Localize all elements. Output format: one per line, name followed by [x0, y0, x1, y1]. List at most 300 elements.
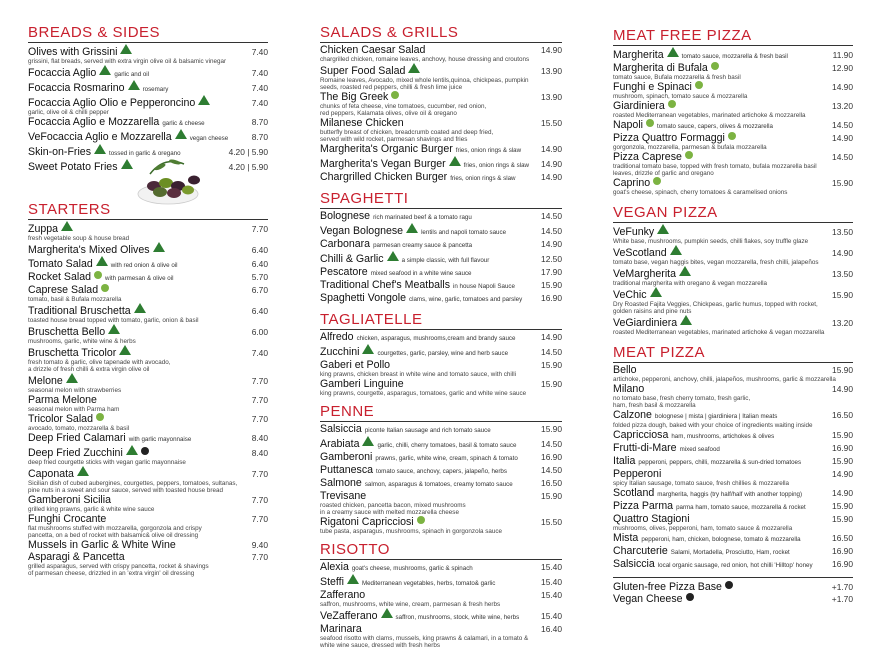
vegan-triangle-icon — [175, 129, 187, 139]
item-name: Focaccia Rosmarino — [28, 82, 125, 94]
item-price: 9.40 — [251, 540, 268, 550]
item-description: pine nuts in a sweet and sour sauce, served with toasted house bread — [28, 487, 223, 494]
item-inline-description: parma ham, tomato sauce, mozzarella & rocket — [676, 504, 806, 511]
item-name: Pizza Parma — [613, 500, 674, 512]
vegan-triangle-icon — [667, 47, 679, 57]
item-inline-description: tomato sauce, anchovy, capers, jalapeño, herbs — [376, 468, 507, 475]
item-inline-description: goat's cheese, mushrooms, garlic & spinach — [351, 565, 473, 572]
item-description: White base, mushrooms, pumpkin seeds, chilli flakes, soy truffle glaze — [613, 238, 809, 245]
section-tagliatelle — [320, 311, 562, 397]
item-name: Pizza Quattro Formaggi — [613, 132, 725, 144]
menu-item — [613, 456, 853, 468]
item-inline-description: clams, wine, garlic, tomatoes and parsley — [409, 296, 523, 303]
menu-item — [28, 540, 268, 551]
item-price: 15.90 — [832, 178, 853, 188]
section-title: SPAGHETTI — [320, 190, 562, 209]
item-price: 8.40 — [251, 448, 268, 458]
item-name: Asparagi & Pancetta — [28, 551, 125, 563]
item-inline-description: garlic, chilli, cherry tomatoes, basil & tomato sauce — [377, 442, 517, 449]
menu-item — [320, 562, 562, 574]
item-name: VeGiardiniera — [613, 317, 678, 329]
item-description: goat's cheese, spinach, cherry tomatoes & caramelised onions — [613, 189, 788, 196]
menu-item — [613, 559, 853, 571]
item-description: artichoke, pepperoni, anchovy, chilli, jalapeños, mushrooms, garlic & mozzarella — [613, 376, 836, 383]
item-price: 16.90 — [832, 443, 853, 453]
section-title: VEGAN PIZZA — [613, 204, 853, 223]
vegan-triangle-icon — [670, 245, 682, 255]
item-description: gorgonzola, mozzarella, parmesan & bufala mozzarella — [613, 144, 767, 151]
menu-item — [613, 501, 853, 513]
item-description: leaves, drizzle of garlic and oregano — [613, 170, 714, 177]
item-name: Zucchini — [320, 346, 360, 358]
item-name: Caponata — [28, 468, 74, 480]
item-name: Funghi e Spinaci — [613, 81, 692, 93]
item-name: Caprino — [613, 177, 651, 189]
item-inline-description: vegan cheese — [189, 135, 229, 142]
item-price: 13.20 — [832, 318, 853, 328]
section-title: PENNE — [320, 403, 562, 422]
menu-item — [613, 101, 853, 119]
item-inline-description: ham, mushrooms, artichokes & olives — [671, 433, 775, 440]
item-description: traditional tomato base, topped with fresh tomato, bufala mozzarella basil — [613, 163, 817, 170]
item-price: +1.70 — [831, 582, 853, 592]
item-name: Mista — [613, 532, 639, 544]
item-description: avocado, tomato, mozzarella & basil — [28, 425, 130, 432]
item-description: spicy Italian sausage, tomato sauce, fresh chillies & mozzarella — [613, 480, 790, 487]
vegan-triangle-icon — [406, 223, 418, 233]
item-price: 16.50 — [541, 478, 562, 488]
item-name: Arabiata — [320, 438, 360, 450]
item-inline-description: rich marinated beef & a tomato ragu — [373, 214, 472, 221]
item-name: Parma Melone — [28, 394, 97, 406]
menu-item — [613, 48, 853, 62]
menu-item — [28, 257, 268, 271]
item-name: The Big Greek — [320, 91, 389, 103]
menu-item — [28, 66, 268, 80]
menu-item — [613, 488, 853, 500]
menu-item — [613, 533, 853, 545]
vegan-triangle-icon — [362, 344, 374, 354]
item-description: in a creamy sauce with melted mozzarella cheese — [320, 509, 459, 516]
item-description: no tomato base, fresh cherry tomato, fresh garlic, — [613, 395, 751, 402]
vegan-triangle-icon — [362, 436, 374, 446]
item-name: VeScotland — [613, 247, 667, 259]
menu-item — [320, 590, 562, 608]
item-price: 13.90 — [541, 66, 562, 76]
item-name: Mussels in Garlic & White Wine — [28, 539, 176, 551]
menu-item — [28, 45, 268, 65]
menu-item — [28, 285, 268, 303]
item-name: Skin-on-Fries — [28, 146, 91, 158]
menu-item — [320, 424, 562, 436]
menu-item — [320, 609, 562, 623]
item-description: Dry Roasted Fajita Veggies, Chickpeas, garlic humus, topped with rocket, — [613, 301, 818, 308]
item-price: 14.50 — [541, 211, 562, 221]
item-name: Scotland — [613, 487, 655, 499]
item-inline-description: mixed seafood — [679, 446, 720, 453]
item-price: 8.70 — [251, 117, 268, 127]
item-inline-description: chicken, asparagus, mushrooms,cream and brandy sauce — [356, 335, 516, 342]
vegetarian-dot-icon — [668, 100, 676, 108]
item-price: 14.90 — [832, 488, 853, 498]
item-name: Margherita di Bufala — [613, 62, 708, 74]
item-price: 15.90 — [832, 365, 853, 375]
menu-item — [320, 211, 562, 223]
menu-item — [613, 82, 853, 100]
item-name: Chilli & Garlic — [320, 253, 384, 265]
item-price: 13.20 — [832, 101, 853, 111]
section-spaghetti — [320, 190, 562, 305]
dietary-dot-icon — [686, 593, 694, 601]
item-name: Italia — [613, 455, 636, 467]
vegan-triangle-icon — [61, 221, 73, 231]
item-inline-description: mixed seafood in a white wine sauce — [370, 270, 472, 277]
item-price: 15.90 — [541, 360, 562, 370]
item-name: Gamberoni — [320, 451, 373, 463]
item-name: Sweet Potato Fries — [28, 161, 118, 173]
item-price: 7.40 — [251, 47, 268, 57]
item-description: mushrooms, garlic, white wine & herbs — [28, 338, 136, 345]
menu-item — [28, 433, 268, 445]
item-price: 14.50 — [832, 152, 853, 162]
section-vegan-pizza — [613, 204, 853, 336]
menu-item — [28, 272, 268, 284]
section-title: MEAT FREE PIZZA — [613, 27, 853, 46]
menu-item — [320, 252, 562, 266]
item-name: Trevisane — [320, 490, 367, 502]
vegan-triangle-icon — [387, 251, 399, 261]
menu-item — [28, 96, 268, 116]
item-name: Pepperoni — [613, 468, 662, 480]
item-name: Bruschetta Tricolor — [28, 347, 117, 359]
item-price: 15.40 — [541, 590, 562, 600]
item-inline-description: local organic sausage, red onion, hot chilli 'Hilltop' honey — [657, 562, 813, 569]
item-description: grissini, flat breads, served with extra virgin olive oil & balsamic vinegar — [28, 58, 227, 65]
item-inline-description: with red onion & olive oil — [110, 262, 178, 269]
item-inline-description: tossed in garlic & oregano — [109, 150, 181, 157]
item-name: Frutti-di-Mare — [613, 442, 677, 454]
item-inline-description: lentils and napoli tomato sauce — [421, 229, 507, 236]
section-title: RISOTTO — [320, 541, 562, 560]
item-price: 8.40 — [251, 433, 268, 443]
item-name: Focaccia Aglio Olio e Pepperoncino — [28, 97, 196, 109]
item-price: +1.70 — [831, 594, 853, 604]
item-description: tomato base, vegan haggis bites, vegan mozzarella, fresh chilli, jalapeños — [613, 259, 819, 266]
item-price: 6.00 — [251, 327, 268, 337]
item-name: Chicken Caesar Salad — [320, 44, 426, 56]
item-name: Bolognese — [320, 210, 371, 222]
menu-item — [613, 267, 853, 287]
menu-item — [320, 437, 562, 451]
menu-item — [613, 178, 853, 196]
menu-item — [320, 267, 562, 279]
item-price: 14.90 — [832, 469, 853, 479]
menu-item — [613, 365, 853, 383]
item-inline-description: salmon, asparagus & tomatoes, creamy tomato sauce — [364, 481, 513, 488]
item-name: Chargrilled Chicken Burger — [320, 171, 448, 183]
menu-item — [320, 452, 562, 464]
item-description: served with wild rocket, parmesan shavings and fries — [320, 136, 468, 143]
item-inline-description: a simple classic, with full flavour — [401, 257, 490, 264]
item-name: Milanese Chicken — [320, 117, 404, 129]
section-penne — [320, 403, 562, 535]
item-description: ham, fresh basil & mozzarella — [613, 402, 696, 409]
item-name: Traditional Bruschetta — [28, 305, 131, 317]
item-price: 15.90 — [832, 430, 853, 440]
item-description: Romaine leaves, Avocado, mixed whole lentils,quinoa, chickpeas, pumpkin — [320, 77, 529, 84]
item-price: 14.90 — [541, 332, 562, 342]
item-price: 15.90 — [832, 290, 853, 300]
menu-item — [320, 345, 562, 359]
item-price: 15.90 — [541, 424, 562, 434]
item-price: 15.90 — [832, 501, 853, 511]
item-name: Tomato Salad — [28, 258, 93, 270]
item-name: Bruschetta Bello — [28, 326, 106, 338]
item-price: 15.90 — [541, 491, 562, 501]
item-name: Charcuterie — [613, 545, 668, 557]
item-name: Margherita — [613, 49, 664, 61]
menu-item — [320, 360, 562, 378]
menu-item — [28, 495, 268, 513]
menu-item — [320, 491, 562, 516]
item-inline-description: fries, onion rings & slaw — [450, 175, 516, 182]
item-price: 13.50 — [832, 227, 853, 237]
item-name: Olives with Grissini — [28, 46, 118, 58]
item-name: Melone — [28, 375, 63, 387]
menu-item — [320, 224, 562, 238]
item-description: grilled asparagus, served with crispy pancetta, rocket & shavings — [28, 563, 209, 570]
item-description: folded pizza dough, baked with your choice of ingredients waiting inside — [613, 422, 813, 429]
item-inline-description: with parmesan & olive oil — [105, 275, 174, 282]
menu-item — [613, 430, 853, 442]
menu-item — [28, 374, 268, 394]
item-price: 8.70 — [251, 132, 268, 142]
vegan-triangle-icon — [680, 315, 692, 325]
vegan-triangle-icon — [128, 80, 140, 90]
vegan-triangle-icon — [657, 224, 669, 234]
section-salads-grills — [320, 24, 562, 184]
dietary-dot-icon — [141, 447, 149, 455]
item-inline-description: Mediterranean vegetables, herbs, tomato& garlic — [361, 580, 496, 587]
item-name: VeMargherita — [613, 268, 677, 280]
item-price: 15.90 — [541, 379, 562, 389]
item-name: Gaberi et Pollo — [320, 359, 391, 371]
item-inline-description: with garlic mayonnaise — [128, 436, 192, 443]
item-description: toasted house bread topped with tomato, garlic, onion & basil — [28, 317, 199, 324]
vegan-triangle-icon — [94, 144, 106, 154]
item-description: tomato sauce, Bufala mozzarella & fresh basil — [613, 74, 741, 81]
item-name: Giardiniera — [613, 100, 665, 112]
item-name: Rigatoni Capricciosi — [320, 516, 414, 528]
item-price: 15.90 — [832, 514, 853, 524]
item-price: 11.90 — [832, 50, 853, 60]
item-name: Marinara — [320, 623, 362, 635]
menu-item — [613, 63, 853, 81]
vegetarian-dot-icon — [101, 284, 109, 292]
item-inline-description: pepperoni, peppers, chilli, mozzarella & sun-dried tomatoes — [638, 459, 802, 466]
item-price: 15.50 — [541, 118, 562, 128]
section-title: BREADS & SIDES — [28, 24, 268, 43]
item-inline-description: courgettes, garlic, parsley, wine and herb sauce — [377, 350, 509, 357]
item-inline-description: parmesan creamy sauce & pancetta — [373, 242, 473, 249]
vegan-triangle-icon — [120, 44, 132, 54]
item-name: Salsiccia — [320, 423, 362, 435]
menu-item — [320, 157, 562, 171]
menu-column-right — [613, 27, 853, 606]
item-price: 14.90 — [541, 239, 562, 249]
item-inline-description: margherita, haggis (try half/half with another topping) — [657, 491, 803, 498]
item-name: Alexia — [320, 561, 349, 573]
menu-item — [613, 152, 853, 177]
menu-item — [320, 172, 562, 184]
menu-item — [320, 92, 562, 117]
item-description: traditional margherita with oregano & vegan mozzarella — [613, 280, 768, 287]
item-description: grilled king prawns, garlic & white wine sauce — [28, 506, 155, 513]
menu-item — [613, 582, 853, 593]
item-price: 7.70 — [251, 552, 268, 562]
item-name: Vegan Bolognese — [320, 225, 404, 237]
item-name: Gamberi Linguine — [320, 378, 404, 390]
item-name: VeFocaccia Aglio e Mozzarella — [28, 131, 172, 143]
section-extras — [613, 577, 853, 605]
item-name: Zuppa — [28, 223, 59, 235]
item-price: 7.70 — [251, 514, 268, 524]
vegan-triangle-icon — [126, 445, 138, 455]
item-name: Milano — [613, 383, 645, 395]
item-price: 7.70 — [251, 414, 268, 424]
item-description: seasonal melon with strawberries — [28, 387, 122, 394]
menu-item — [320, 45, 562, 63]
menu-item — [320, 239, 562, 251]
item-price: 15.50 — [541, 517, 562, 527]
menu-item — [28, 552, 268, 577]
menu-item — [320, 64, 562, 91]
item-price: 14.90 — [541, 159, 562, 169]
vegan-triangle-icon — [96, 256, 108, 266]
item-description: mushrooms, olives, pepperoni, ham, tomato sauce & mozzarella — [613, 525, 793, 532]
vegetarian-dot-icon — [96, 413, 104, 421]
item-name: VeChic — [613, 289, 647, 301]
item-name: Deep Fried Zucchini — [28, 447, 123, 459]
item-name: Deep Fried Calamari — [28, 432, 126, 444]
vegetarian-dot-icon — [94, 271, 102, 279]
item-name: Caprese Salad — [28, 284, 99, 296]
item-description: tube pasta, asparagus, mushrooms, spinach in gorgonzola sauce — [320, 528, 503, 535]
item-inline-description: saffron, mushrooms, stock, white wine, herbs — [395, 614, 520, 621]
item-inline-description: tomato sauce, mozzarella & fresh basil — [681, 53, 788, 60]
section-title: SALADS & GRILLS — [320, 24, 562, 43]
item-price: 14.90 — [832, 133, 853, 143]
item-description: Sicilian dish of cubed aubergines, courgettes, peppers, tomatoes, sultanas, — [28, 480, 238, 487]
item-description: deep fried courgette sticks with vegan garlic mayonnaise — [28, 459, 186, 466]
item-description: white wine sauce, dressed with fresh herbs — [320, 642, 441, 649]
menu-column-left — [28, 24, 268, 578]
vegan-triangle-icon — [408, 63, 420, 73]
item-name: Focaccia Aglio e Mozzarella — [28, 116, 160, 128]
vegan-triangle-icon — [77, 466, 89, 476]
item-price: 14.90 — [541, 45, 562, 55]
item-description: tomato, basil & Bufala mozzarella — [28, 296, 122, 303]
item-inline-description: piconte Italian sausage and rich tomato sauce — [364, 427, 491, 434]
item-price: 14.90 — [832, 248, 853, 258]
item-inline-description: bolognese | mista | giardiniera | Italian meats — [654, 413, 778, 420]
item-inline-description: in house Napoli Sauce — [453, 283, 515, 290]
section-meat-pizza — [613, 344, 853, 571]
item-price: 15.40 — [541, 562, 562, 572]
menu-item — [320, 332, 562, 344]
item-name: Margherita's Vegan Burger — [320, 158, 446, 170]
item-price: 15.40 — [541, 611, 562, 621]
item-description: a drizzle of fresh chilli & extra virgin olive oil — [28, 366, 150, 373]
item-price: 14.50 — [832, 120, 853, 130]
item-name: Funghi Crocante — [28, 513, 107, 525]
item-description: pancetta, on a bed of rocket with balsamic& olive oil dressing — [28, 532, 199, 539]
item-price: 16.40 — [541, 624, 562, 634]
vegan-triangle-icon — [108, 324, 120, 334]
item-price: 12.50 — [541, 254, 562, 264]
menu-item — [28, 222, 268, 242]
vegan-triangle-icon — [347, 574, 359, 584]
vegetarian-dot-icon — [391, 91, 399, 99]
menu-item — [613, 133, 853, 151]
item-name: Calzone — [613, 409, 652, 421]
item-price: 7.70 — [251, 395, 268, 405]
vegan-triangle-icon — [198, 95, 210, 105]
item-price: 16.50 — [832, 533, 853, 543]
item-description: flat mushrooms stuffed with mozzarella, gorgonzola and crispy — [28, 525, 202, 532]
item-price: 7.40 — [251, 98, 268, 108]
vegetarian-dot-icon — [695, 81, 703, 89]
item-price: 15.90 — [541, 280, 562, 290]
menu-item — [613, 410, 853, 429]
menu-item — [28, 514, 268, 539]
menu-item — [320, 624, 562, 649]
item-price: 6.70 — [251, 285, 268, 295]
menu-item — [28, 446, 268, 466]
menu-item — [320, 575, 562, 589]
item-price: 6.40 — [251, 259, 268, 269]
item-name: Rocket Salad — [28, 271, 92, 283]
item-inline-description: fries, onion rings & slaw — [463, 162, 530, 169]
item-price: 7.70 — [251, 495, 268, 505]
item-price: 6.40 — [251, 306, 268, 316]
vegan-triangle-icon — [679, 266, 691, 276]
item-inline-description: rosemary — [142, 86, 169, 93]
item-description: king prawns, courgette, asparagus, tomatoes, garlic and white wine sauce — [320, 390, 527, 397]
item-price: 16.90 — [541, 293, 562, 303]
item-price: 7.70 — [251, 469, 268, 479]
section-risotto — [320, 541, 562, 649]
item-inline-description: garlic and oil — [114, 71, 150, 78]
olives-bowl-illustration — [130, 150, 206, 208]
item-price: 13.90 — [541, 92, 562, 102]
item-inline-description: fries, onion rings & slaw — [455, 147, 522, 154]
item-price: 15.40 — [541, 577, 562, 587]
item-name: Steffi — [320, 576, 344, 588]
vegetarian-dot-icon — [417, 516, 425, 524]
item-price: 14.90 — [832, 384, 853, 394]
item-description: fresh vegetable soup & house bread — [28, 235, 130, 242]
item-description: seafood risotto with clams, mussels, king prawns & calamari, in a tomato & — [320, 635, 529, 642]
menu-item — [613, 288, 853, 315]
menu-item — [28, 325, 268, 345]
item-price: 14.50 — [541, 439, 562, 449]
item-price: 5.70 — [251, 272, 268, 282]
vegetarian-dot-icon — [685, 151, 693, 159]
vegetarian-dot-icon — [728, 132, 736, 140]
item-description: roasted chicken, pancetta bacon, mixed mushrooms — [320, 502, 466, 509]
menu-item — [320, 144, 562, 156]
